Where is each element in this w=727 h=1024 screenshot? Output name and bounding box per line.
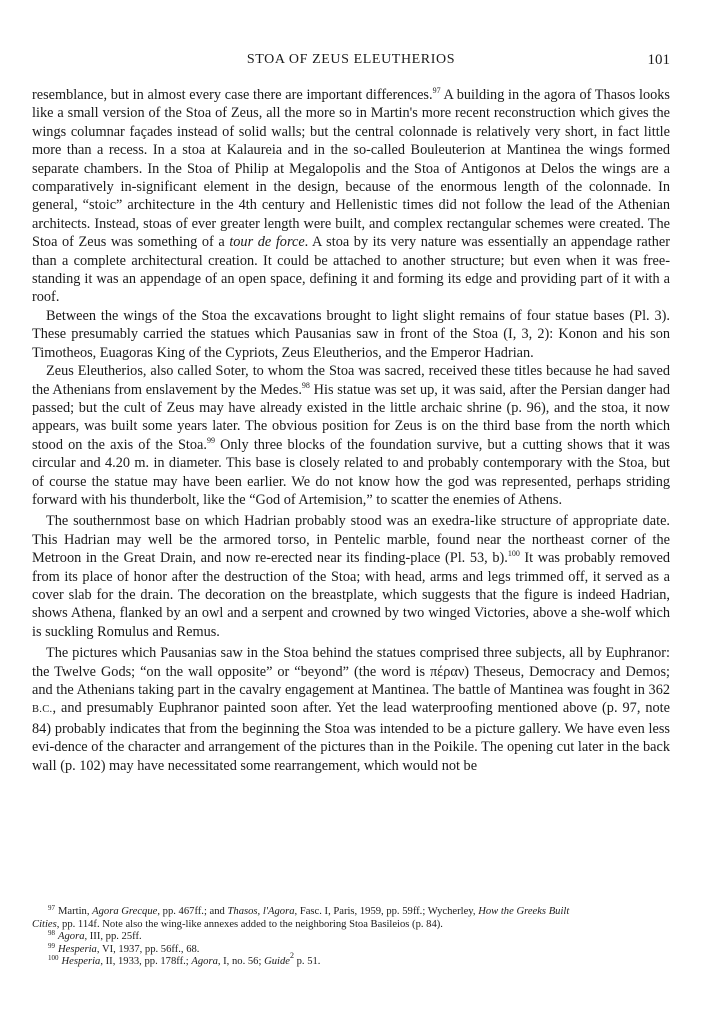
paragraph-1: resemblance, but in almost every case there are important differences.$^{97}$ A building in the agora of Thasos looks like a small version of the Stoa of Zeus, all the more so in Martin's more recent reconstruction which gives the wings columnar façades instead of solid walls; but the central colonnade is relatively very short, in fact little more than a recess. In a stoa at Kalaureia and in the so-called Bouleuterion at Mantinea the wings formed separate chambers. In the Stoa of Philip at Megalopolis and the Stoa of Antigonos at Delos the wings are a comparatively in-significant element in the design, because of the enormous length of the colonnade. In general, “stoic” architecture in the 4th century and Hellenistic times did not follow the lead of the Athenian architects. Instead, stoas of ever greater length were built, and complex rectangular schemes were created. The Stoa of Zeus was something of a tour de force. A stoa by its very nature was essentially an appendage rather than a complete architectural creation. It could be attached to another structure; but even when it was free-standing it was an appendage of an open space, defining it and forming its edge and providing part of it with a roof. <box>32 86 670 306</box>
paragraph-2: Between the wings of the Stoa the excavations brought to light slight remains of four statue bases (Pl. 3). These presumably carried the statues which Pausanias saw in front of the Stoa (I, 3, 2): Konon and his son Timotheos, Euagoras King of the Cypriots, Zeus Eleutherios, and the Emperor Hadrian. <box>32 307 670 361</box>
footnote-ref-98: 98 <box>301 380 310 390</box>
page-header <box>32 52 670 72</box>
paragraph-4: The southernmost base on which Hadrian probably stood was an exedra-like structure of appropriate date. This Hadrian may well be the armored torso, in Pentelic marble, found near the northeast corner of the Metroon in the Great Drain, and now re-erected near its finding-place (Pl. 53, b).$^{100}$ It was probably removed from its place of honor after the destruction of the Stoa; with head, arms and legs trimmed off, it served as a cover slab for the drain. The decoration on the breastplate, which suggests that the figure is indeed Hadrian, shows Athena, flanked by an owl and a serpent and crowned by two winged Victories, above a she-wolf which is suckling Romulus and Remus. <box>32 513 671 640</box>
paragraph-3: Zeus Eleutherios, also called Soter, to whom the Stoa was sacred, received these titles because he had saved the Athenians from enslavement by the Medes.$^{98}$ His statue was set up, it was said, after the Persian danger had passed; but the cult of Zeus may have already existed in the little archaic shrine (p. 96), and the stoa, it now appears, was built some years later. The obvious position for Zeus is on the third base from the north which stood on the axis of the Stoa.$^{99}$ Only three blocks of the foundation survive, but a cutting shows that it was circular and 4.20 m. in diameter. This base is closely related to and probably contemporary with the Stoa, but of course the statue may have been earlier. We do not know how the god was represented, perhaps striding forward with his thunderbolt, like the “God of Artemision,” to scatter the enemies of Athens. <box>32 363 670 508</box>
footnote-ref-100: 100 <box>507 549 520 559</box>
running-head: STOA OF ZEUS ELEUTHERIOS <box>246 52 456 67</box>
footnote-99: $^{99}$ Hesperia, VI, 1937, pp. 56ff., 68. <box>48 941 200 955</box>
body-text <box>32 86 670 775</box>
footnote-97: $^{97}$ Martin, Agora Grecque, pp. 467ff.; and Thasos, l'Agora, Fasc. I, Paris, 1959, pp. 59ff.; Wycherley, How the Greeks Built Cities, pp. 114f. Note also the wing-like annexes added to the neighboring Stoa Basileios (p. 84). <box>32 904 570 930</box>
footnotes <box>32 904 670 969</box>
footnote-ref-97: 97 <box>432 86 441 95</box>
footnote-98: $^{98}$ Agora, III, pp. 25ff. <box>48 929 142 943</box>
paragraph-5: The pictures which Pausanias saw in the Stoa behind the statues comprised three subjects, all by Euphranor: the Twelve Gods; “on the wall opposite” or “beyond” (the word is πέραν) Theseus, Democracy and Demos; and the Athenians taking part in the cavalry engagement at Mantinea. The battle of Mantinea was fought in 362 B.C., and presumably Euphranor painted soon after. Yet the lead waterproofing mentioned above (p. 97, note 84) probably indicates that from the beginning the Stoa was intended to be a picture gallery. We have even less evi-dence of the character and arrangement of the pictures than in the Poikile. The opening cut later in the back wall (p. 102) may have necessitated some rearrangement, which would not be <box>32 645 670 774</box>
footnote-ref-99: 99 <box>206 435 215 445</box>
footnote-100: $^{100}$ Hesperia, II, 1933, pp. 178ff.; Agora, I, no. 56; Guide$^2$ p. 51. <box>48 951 321 968</box>
page-number: 101 <box>647 52 670 68</box>
